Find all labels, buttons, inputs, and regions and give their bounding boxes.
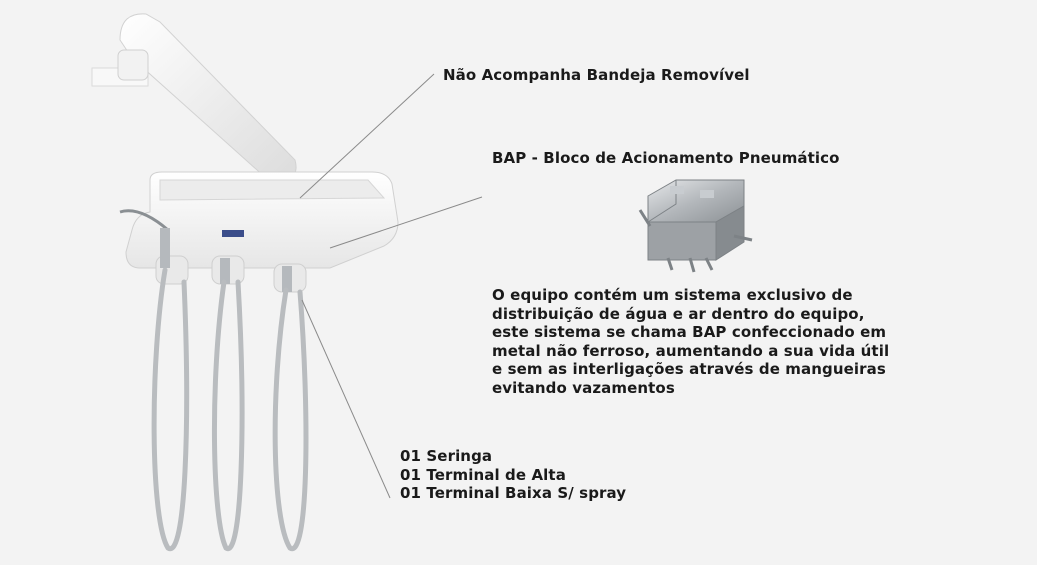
- bap-block-image: [640, 180, 752, 272]
- list-item: 01 Terminal de Alta: [400, 465, 566, 484]
- description-line: e sem as interligações através de mangueiras: [492, 360, 886, 378]
- logo-badge: [222, 230, 244, 237]
- included-items-list: [400, 447, 626, 503]
- description-line: este sistema se chama BAP confeccionado em: [492, 323, 887, 341]
- leader-lines: [300, 74, 482, 498]
- description-line: distribuição de água e ar dentro do equipo,: [492, 304, 865, 323]
- list-item: 01 Seringa: [400, 447, 493, 465]
- list-item: 01 Terminal Baixa S/ spray: [400, 484, 627, 502]
- bap-description: [492, 286, 889, 397]
- articulated-arm: [92, 14, 296, 182]
- hoses: [154, 270, 306, 549]
- syringe-handpiece: [160, 228, 170, 268]
- description-line: metal não ferroso, aumentando a sua vida útil: [492, 341, 890, 360]
- items-leader-line: [302, 300, 390, 498]
- bap-callout: BAP - Bloco de Acionamento Pneumático: [492, 149, 840, 167]
- description-line: O equipo contém um sistema exclusivo de: [492, 286, 853, 304]
- description-line: evitando vazamentos: [492, 378, 675, 397]
- tray-callout: Não Acompanha Bandeja Removível: [443, 66, 750, 84]
